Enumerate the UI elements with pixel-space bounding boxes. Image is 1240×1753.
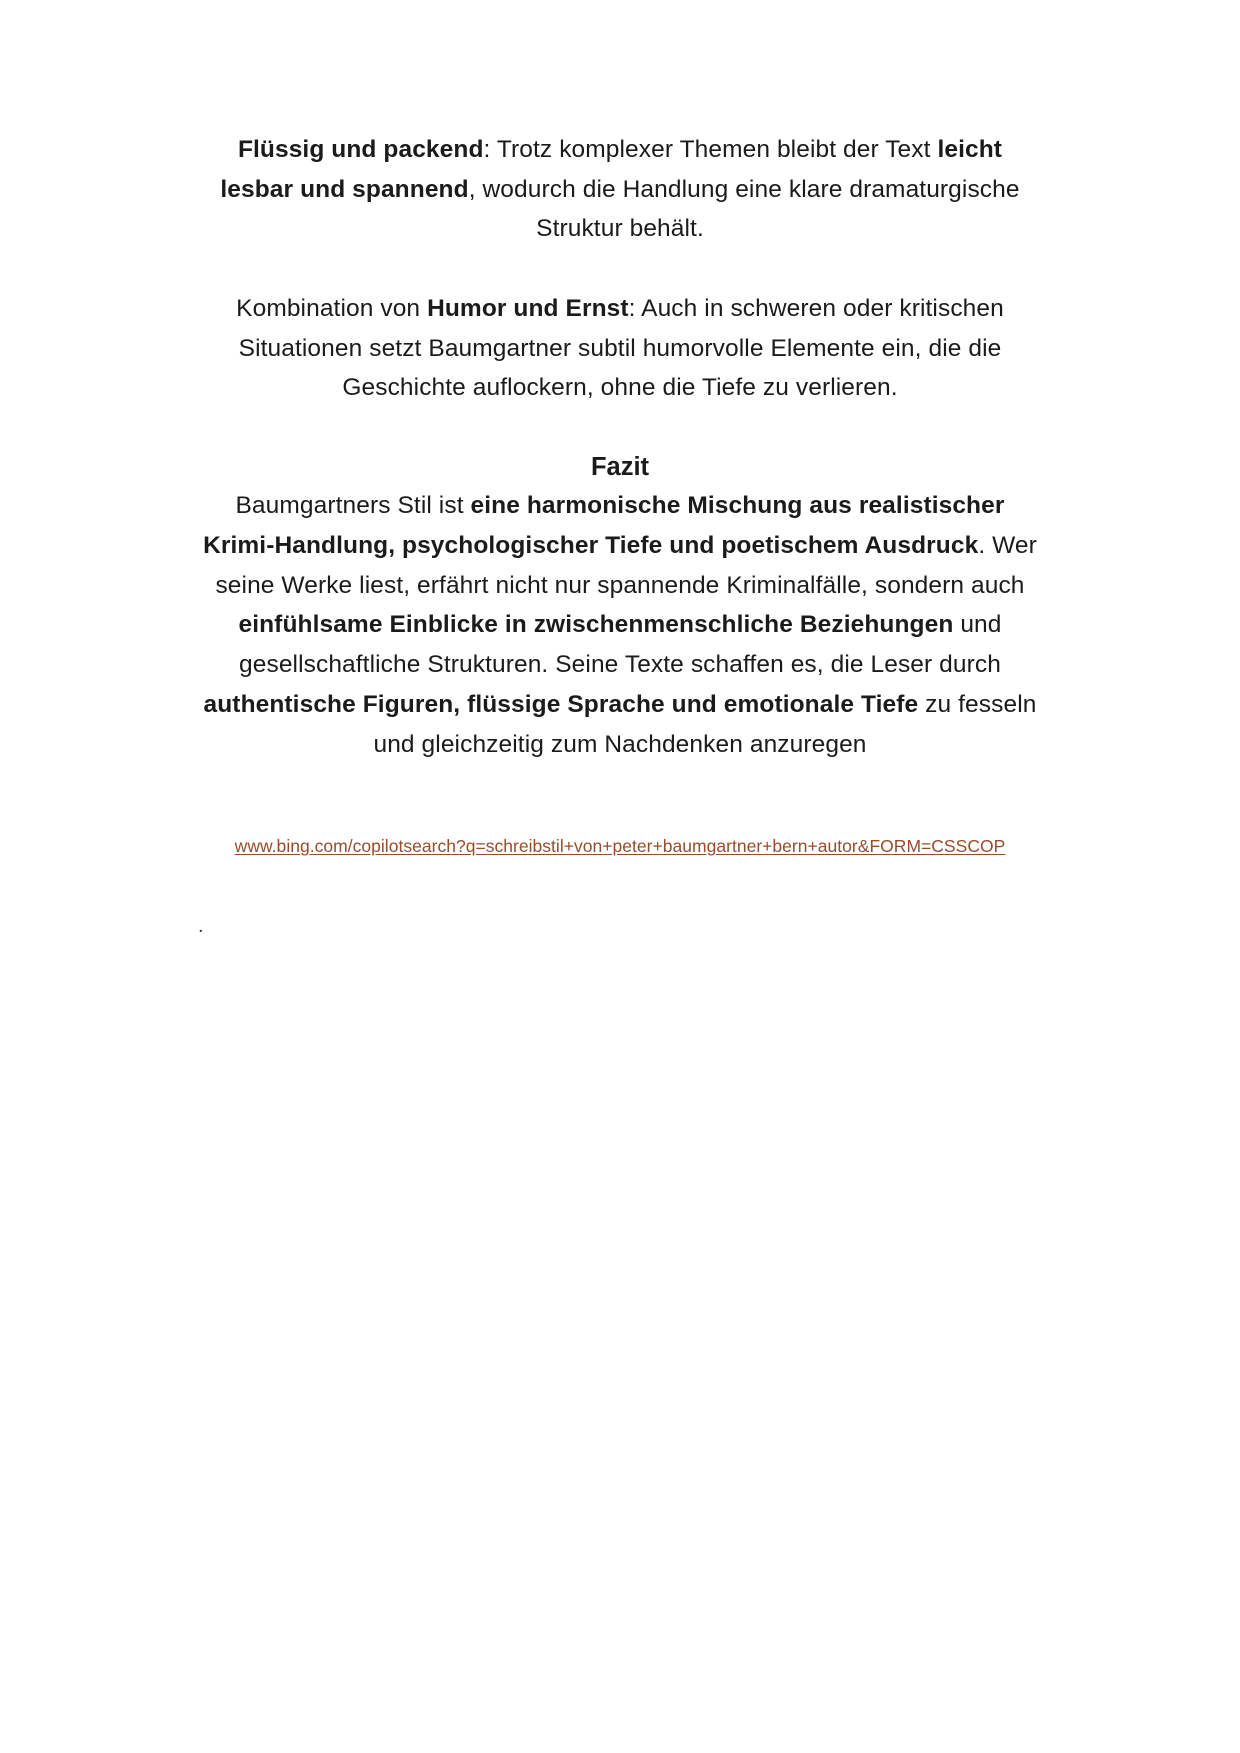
emphasis-text: authentische Figuren, flüssige Sprache und emotionale Tiefe bbox=[203, 690, 919, 718]
paragraph-fazit bbox=[200, 486, 1040, 764]
emphasis-text: einfühlsame Einblicke in zwischenmenschliche Beziehungen bbox=[238, 611, 954, 639]
body-text: : Trotz komplexer Themen bleibt der Text bbox=[483, 136, 938, 163]
source-link-row bbox=[200, 836, 1040, 857]
body-text: Kombination von bbox=[236, 295, 428, 323]
body-text: . Wer seine Werke liest, erfährt nicht nur spannende Kriminalfälle, sondern auch bbox=[215, 532, 1037, 599]
section-heading-fazit: Fazit bbox=[590, 453, 650, 482]
emphasis-text: leicht lesbar und spannend bbox=[220, 136, 1003, 203]
paragraph-humor-und-ernst bbox=[200, 289, 1040, 408]
source-link[interactable]: www.bing.com/copilotsearch?q=schreibstil+von+peter+baumgartner+bern+autor&FORM=CSSCOP bbox=[234, 836, 1006, 857]
trailing-period: . bbox=[198, 915, 204, 938]
body-text: , wodurch die Handlung eine klare dramaturgische Struktur behält. bbox=[468, 175, 1020, 243]
emphasis-text: Flüssig und packend bbox=[237, 136, 484, 163]
body-text: und gesellschaftliche Strukturen. Seine Texte schaffen es, die Leser durch bbox=[239, 611, 1002, 679]
document-body bbox=[200, 130, 1040, 938]
body-text: Baumgartners Stil ist bbox=[235, 492, 471, 520]
body-text: : Auch in schweren oder kritischen Situationen setzt Baumgartner subtil humorvolle Elemente ein, die die Geschichte auflockern, ohne die Tiefe zu verlieren. bbox=[238, 295, 1004, 402]
emphasis-text: Humor und Ernst bbox=[427, 295, 629, 323]
section-spacer bbox=[200, 408, 1040, 448]
body-text: zu fesseln und gleichzeitig zum Nachdenken anzuregen bbox=[373, 690, 1037, 758]
emphasis-text: eine harmonische Mischung aus realistischer Krimi-Handlung, psychologischer Tiefe und poetischem Ausdruck bbox=[203, 492, 1005, 560]
paragraph-spacer bbox=[200, 249, 1040, 289]
paragraph-fluessig-und-packend bbox=[200, 130, 1040, 249]
